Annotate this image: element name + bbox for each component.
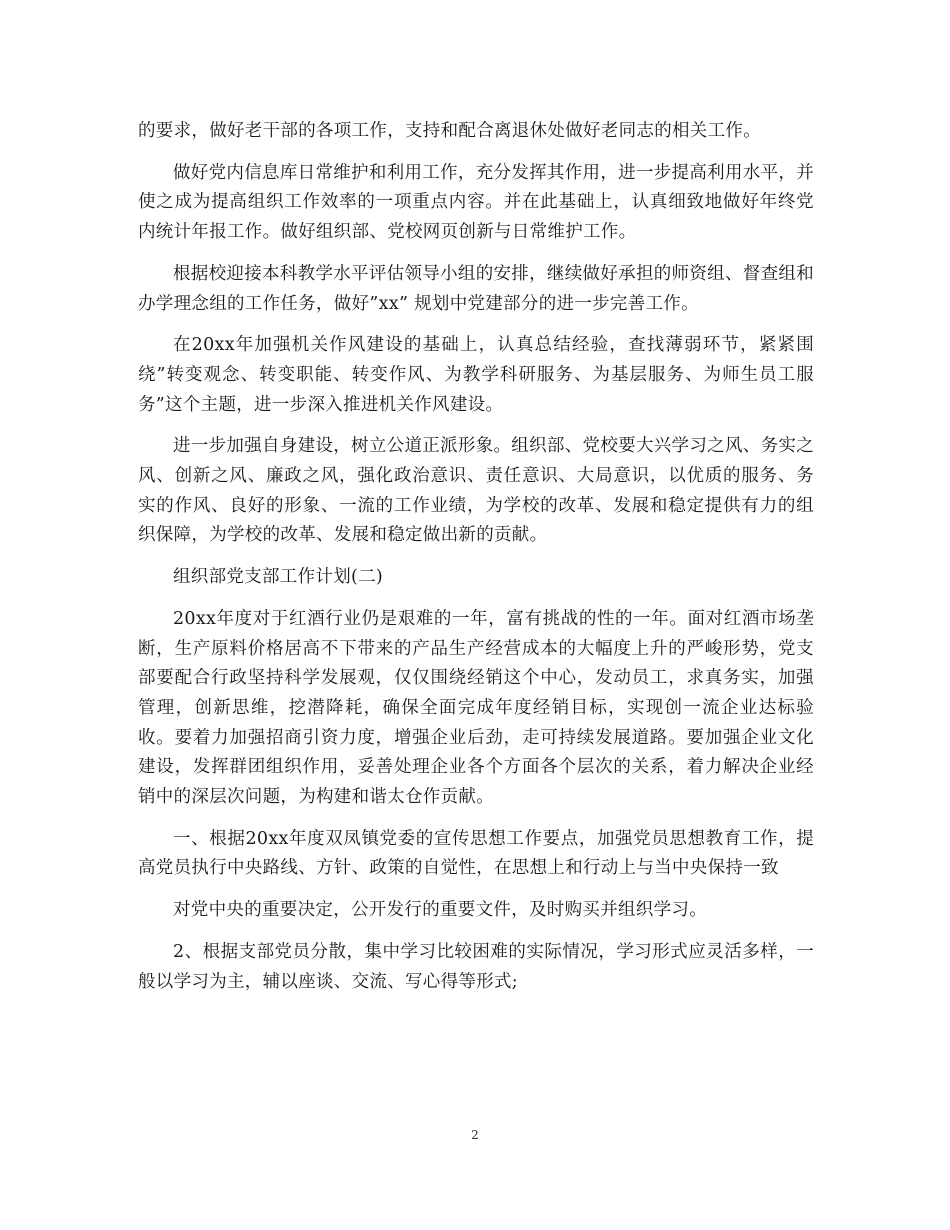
- paragraph-1: 的要求，做好老干部的各项工作，支持和配合离退休处做好老同志的相关工作。: [138, 121, 761, 141]
- paragraph-10: 2、根据支部党员分散，集中学习比较困难的实际情况，学习形式应灵活多样，一般以学习为主，辅以座谈、交流、写心得等形式;: [138, 941, 814, 992]
- paragraph-5: 进一步加强自身建设，树立公道正派形象。组织部、党校要大兴学习之风、务实之风、创新之风、廉政之风，强化政治意识、责任意识、大局意识，以优质的服务、务实的作风、良好的形象、一流的工作业绩，为学校的改革、发展和稳定提供有力的组织保障，为学校的改革、发展和稳定做出新的贡献。: [138, 436, 814, 546]
- paragraph-7: 20xx年度对于红酒行业仍是艰难的一年，富有挑战的性的一年。面对红酒市场垄断，生产原料价格居高不下带来的产品生产经营成本的大幅度上升的严峻形势，党支部要配合行政坚持科学发展观，仅仅围绕经销这个中心，发动员工，求真务实，加强管理，创新思维，挖潜降耗，确保全面完成年度经销目标，实现创一流企业达标验收。要着力加强招商引资力度，增强企业后劲，走可持续发展道路。要加强企业文化建设，发挥群团组织作用，妥善处理企业各个方面各个层次的关系，着力解决企业经销中的深层次问题，为构建和谐太仓作贡献。: [138, 608, 814, 808]
- document-body: [138, 117, 814, 1009]
- paragraph-9: 对党中央的重要决定，公开发行的重要文件，及时购买并组织学习。: [173, 900, 707, 921]
- paragraph-8: 一、根据20xx年度双凤镇党委的宣传思想工作要点，加强党员思想教育工作，提高党员执行中央路线、方针、政策的自觉性，在思想上和行动上与当中央保持一致: [138, 828, 814, 879]
- paragraph-3: 根据校迎接本科教学水平评估领导小组的安排，继续做好承担的师资组、督查组和办学理念组的工作任务，做好”xx” 规划中党建部分的进一步完善工作。: [138, 263, 814, 314]
- paragraph-2: 做好党内信息库日常维护和利用工作，充分发挥其作用，进一步提高利用水平，并使之成为提高组织工作效率的一项重点内容。并在此基础上，认真细致地做好年终党内统计年报工作。做好组织部、党校网页创新与日常维护工作。: [138, 162, 814, 243]
- section-heading: 组织部党支部工作计划(二): [173, 567, 384, 588]
- page-number: 2: [471, 1128, 479, 1142]
- paragraph-4: 在20xx年加强机关作风建设的基础上，认真总结经验，查找薄弱环节，紧紧围绕”转变观念、转变职能、转变作风、为教学科研服务、为基层服务、为师生员工服务”这个主题，进一步深入推进机关作风建设。: [138, 335, 814, 415]
